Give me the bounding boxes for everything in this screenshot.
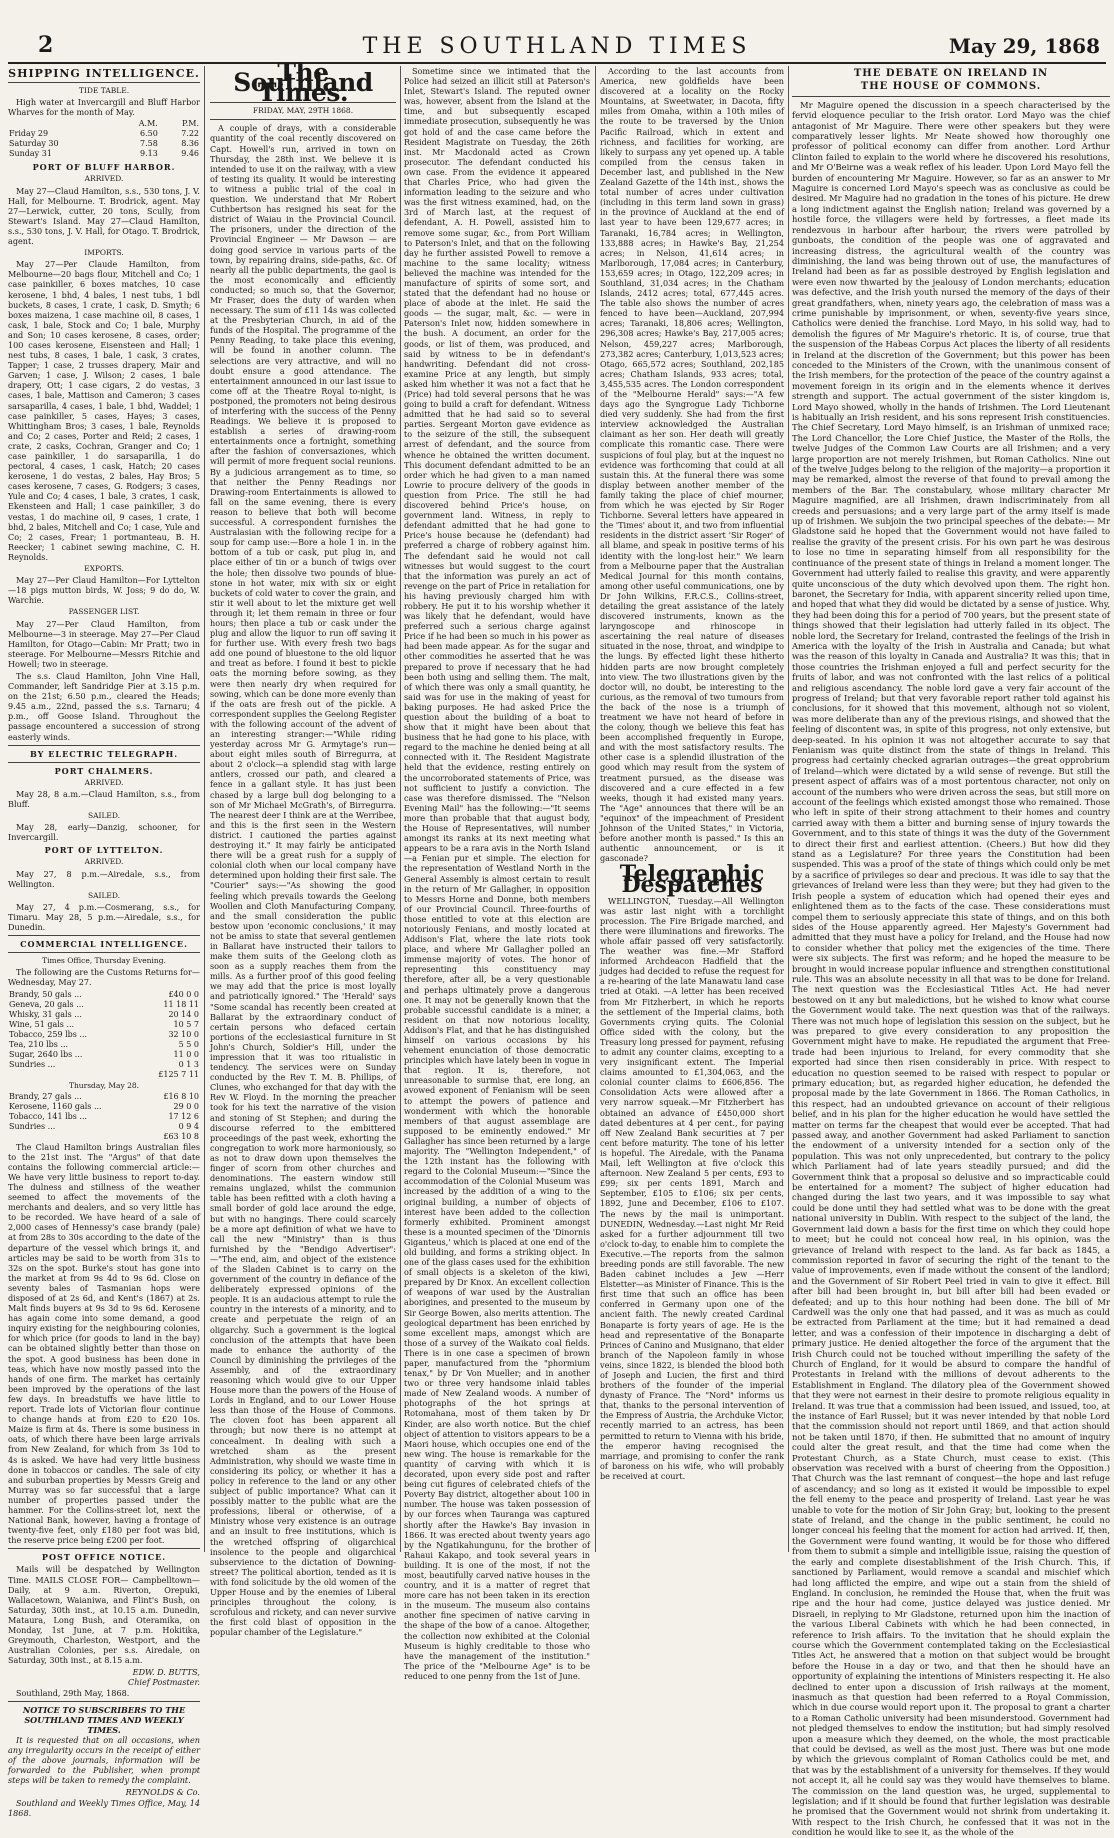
general-news-text: According to the last accounts from America, new goldfields have been discovered at a locality on the Rocky Mountains, at Sweetwater, in Dacota, fifty miles from Omaha, within a 10th miles of the route to be traversed by the Union Pacific Railroad, which in extent and richness, and facilities for working, are likely to surpass any yet opened up. A table compiled from the census taken in December last, and published in the New Zealand Gazette of the 14th inst., shows the total number of acres under cultivation (including in this term land sown in grass) in the province of Auckland at the end of last year to have been 129,677 acres; in Taranaki, 16,784 acres; in Wellington, 133,888 acres; in Hawke's Bay, 21,254 acres; in Nelson, 41,614 acres; in Marlborough, 17,084 acres; in Canterbury, 153,659 acres; in Otago, 122,209 acres; in Southland, 31,034 acres; in the Chatham Islands, 2412 acres; total, 677,445 acres. The table also shows the number of acres fenced to have been—Auckland, 207,994 acres; Taranaki, 18,806 acres; Wellington, 296,308 acres; Hawke's Bay, 217,005 acres; Nelson, 459,227 acres; Marlborough, 273,382 acres; Canterbury, 1,013,523 acres; Otago, 665,572 acres; Southland, 202,185 acres; Chatham Islands, 933 acres; total, 3,455,535 acres. The London correspondent of the "Melbourne Herald" says:—"A few days ago the Syngrogue Lady Tichborne died very suddenly. She had from the first interview acknowledged the Australian claimant as her son. Her death will greatly complicate this romantic case. There were suspicions of foul play, but at the inquest no evidence was forthcoming that could at all sustain this. At the funeral there was some display between another member of the family taking the place of chief mourner, from which he was ejected by Sir Roger Tichborne. Several letters have appeared in the 'Times' about it, and two from influential residents in the district assert 'Sir Roger' of all blame, and speak in positive terms of his identity with the long-lost heir." We learn from a Melbourne paper that the Australian Medical Journal for this month contains, among other useful communications, one by Dr John Wilkins, F.R.C.S., Collins-street, detailing the great assistance of the lately discovered instruments, known as the laryngoscope and rhinoscope in ascertaining the real nature of diseases situated in the nose, throat, and windpipe to the lungs. By effected light these hitherto hidden parts are now brought completely into view. The two illustrations given by the doctor will, no doubt, be interesting to the curious, as the removal of two tumours from the back of the nose is a triumph of treatment we have not heard of before in the colony, though we believe this feat has been accomplished frequently in Europe, and with the most satisfactory results. The other case is a splendid illustration of the good which may result from the system of treatment pursued, as the disease was discovered and a cure effected in a few weeks, though it had existed many years. The "Age" announces that there will be an "equinox" of the impeachment of President Johnson of the United States," in Victoria, before another month is passed." Is this an authentic announcement, or is it gasconade? — [600, 66, 784, 864]
divider — [8, 1548, 200, 1549]
debate-heading-line1: THE DEBATE ON IRELAND IN — [853, 68, 1049, 79]
editorial-dateline: FRIDAY, MAY, 29TH 1868. — [252, 106, 354, 116]
telegraph-heading: BY ELECTRIC TELEGRAPH. — [29, 748, 179, 759]
column-local-news — [404, 66, 590, 1681]
port-chalmers-heading: PORT CHALMERS. — [54, 765, 154, 776]
post-office-date: Southland, 29th May, 1868. — [16, 1687, 130, 1698]
newspaper-title-blackletter: The Southland Times. — [233, 58, 373, 108]
divider — [8, 935, 200, 936]
telegraphic-despatches-heading: Telegraphic Despatches — [619, 861, 765, 898]
table-row: Sunday 31 9.13 9.46 — [9, 149, 199, 159]
column-news-telegraph — [600, 66, 784, 1552]
port-bluff-heading: PORT OF BLUFF HARBOR. — [32, 162, 176, 173]
local-news-text: Sometime since we intimated that the Police had seized an illicit still at Paterson's Inlet, Stewart's Island. The reputed owner was, however, absent from the Island at the time, and but subsequently escaped immediate prosecution, subsequently he was got hold of and the case came before the Resident Magistrate on Tuesday, the 26th inst. Mr Macdonald acted as Crown prosecutor. The defendant conducted his own case. From the evidence it appeared that Charles Price, who had given the information leading to the seizure and who was the first witness examined, had, on the 3rd of March last, at the request of defendant, A. H. Powell, assisted him to remove some sugar, &c., from Port William to Paterson's Inlet, and that on the following day he further assisted Powell to remove a machine to the same locality; witness believed the machine was intended for the manufacture of spirits of some sort, and stated that the defendant had no house or place of abode at the inlet. He said the goods — the sugar, malt, &c. — were in Paterson's Inlet now, hidden somewhere in the bush. A document, an order for the goods, or list of them, was produced, and said by witness to be in defendant's handwriting. Defendant did not cross-examine Price at any length, but simply asked him whether it was not a fact that he (Price) had told several persons that he was going to build a craft for defendant. Witness admitted that he had said so to several parties. Sergeant Morton gave evidence as to the seizure of the still, the subsequent arrest of defendant, and the source from whence he obtained the written document. This document defendant admitted to be an order which he had given to a man named Lowrie to procure delivery of the goods in question from Price. The still he had discovered behind Price's house, on government land. Witness, in reply to defendant admitted that he had gone to Price's house because he (defendant) had preferred a charge of robbery against him. The defendant said he would not call witnesses but would suggest to the court that the information was purely an act of revenge on the part of Price in retaliation for his having previously charged him with robbery. He put it to his worship whether it was likely that he defendant, would have preferred such a serious charge against Price if he had been so much in his power as had been made appear. As for the sugar and other commodities he asserted that he was prepared to prove if necessary that he had been both using and selling them. The malt, of which there was only a small quantity, he said was for use in the making of yeast for baking purposes. He had asked Price the question about the building of a boat to show that it might have been about that business that he had gone to his place, with regard to the machine he denied being at all connected with it. The Resident Magistrate held that the evidence, resting entirely on the uncorroborated statements of Price, was not sufficient to justify a conviction. The case was therefore dismissed. The "Nelson Evening Mail" has the following:—"It seems more than probable that that august body, the House of Representatives, will number amongst its ranks at its next meeting what appears to be a rara avis in the North Island—a Fenian pur et simple. The election for the representation of Westland North in the General Assembly is almost certain to result in the return of Mr Gallagher, in opposition to Messrs Horne and Donne, both members of our Provincial Council. Three-fourths of those entitled to vote at this election are notoriously Fenians, and mostly located at Addison's Flat, where the late riots took place, and where Mr Gallagher polled an immense majority of votes. The honor of representing this constituency may therefore, after all, be a very questionable and perhaps ultimately prove a dangerous one. It may not be generally known that the probable successful candidate is a miner, a resident on that now notorious locality, Addison's Flat, and that he has distinguished himself on various occasions by his vehement enunciation of those democratic principles which have lately been in vogue in that region. It is, therefore, not unreasonable to surmise that, ere long, an avowed exponent of Fenianism will be seen to attempt the powers of patience and wonderment with which the honorable members of that august assemblage are supposed to be eminently endowed." Mr Gallagher has since been returned by a large majority. The "Wellington Independent," of the 12th instant has the following with regard to the Colonial Museum:—"Since the accommodation of the Colonial Museum was increased by the addition of a wing to the original building, a number of objects of interest have been added to the collection formerly exhibited. Prominent amongst these is a mounted specimen of the 'Dinornis Giganteus,' which is placed at one end of the old building, and forms a striking object. In one of the glass cases used for the exhibition of small objects is a skeleton of the kiwi, prepared by Dr Knox. An excellent collection of weapons of war used by the Australian aborigines, and presented to the museum by Sir George Bowen, also merits attention. The geological department has been enriched by some excellent maps, amongst which are those of a survey of the Waikato coal fields. There is in one case a specimen of brown paper, manufactured from the "phormium tenax," by Dr Von Mueller; and in another two or three very handsome inlaid tables made of New Zealand woods. A number of photographs of the hot springs at Rotomahana, most of them taken by Dr Kinder, are also worth notice. But the chief object of attention to visitors appears to be a Maori house, which occupies one end of the new wing. The house is remarkable for the quantity of carving with which it is decorated, upon every side post and rafter being cut figures of celebrated chiefs of the Poverty Bay district, altogether about 100 in number. The house was taken possession of by our forces when Tauranga was captured shortly after the Hawke's Bay invasion in 1866. It was erected about twenty years ago by the Ngatikahungunu, for the brother of Rahaui Kakapo, and took several years in building. It is one of the most, if not the most, beautifully carved native houses in the country, and it is a matter of regret that more care has not been taken in its erection in the museum. The museum also contains another fine specimen of native carving in the shape of the bow of a canoe. Altogether, the collection now exhibited at the Colonial Museum is highly creditable to those who have the management of the institution." The price of the "Melbourne Age" is to be reduced to one penny from the 1st of June. — [404, 66, 590, 1681]
divider — [8, 82, 200, 83]
customs-intro: The following are the Customs Returns for—Wednesday, May 27. — [8, 967, 200, 988]
table-row: Tobacco, 141 lbs ... 17 12 6 — [9, 1111, 199, 1121]
debate-heading-line2: THE HOUSE OF COMMONS. — [860, 81, 1042, 93]
table-row: £125 7 11 — [158, 1069, 199, 1079]
sailed-heading: SAILED. — [87, 890, 121, 900]
thursday-heading: Thursday, May 28. — [68, 1080, 140, 1090]
tide-table — [8, 119, 200, 159]
passenger-text: May 27—Per Claud Hamilton, from Melbourne—3 in steerage. May 27—Per Claud Hamilton, for Otago—Cabin: Mr Pratt; two in steerage. For Melbourne—Messrs Ritchie and Howell; two in steerage. — [8, 618, 200, 669]
imports-heading: IMPORTS. — [84, 248, 124, 258]
subscriber-notice-heading: NOTICE TO SUBSCRIBERS TO THE SOUTHLAND TIMES AND WEEKLY TIMES. — [22, 1704, 186, 1735]
imports-text: May 27—Per Claude Hamilton, from Melbourne—20 bags flour, Mitchell and Co; 1 case painkiller, 6 boxes matches, 10 case kerosene, 1 bhd, 4 bales, 1 nest tubs, 1 bdl buckets, 8 cases, 1 crate, 1 cask, D. Smyth; 6 boxes maizena, 1 case machine oil, 8 cases, 1 cask, 1 bale, Stock and Co; 1 bale, Murphy and Son; 10 cases kerosene, 8 cases, order; 100 cases kerosene, Eisensteen and Hall; 1 nest tubs, 8 cases, 1 bale, 1 cask, 3 crates, Tapper; 1 case, 2 trusses drapery, Mair and Garven; 1 case, J. Wilson; 2 cases, 1 bale drapery, Ott; 1 case cigars, 2 do vestas, 3 cases, 1 bale, Mattison and Cameron; 3 cases sarsaparilla, 4 cases, 1 bale, 1 bhd, Waddel; 1 case painkiller, 5 cases, Hayes; 3 cases, Whittingham Bros; 3 cases, 1 bale, Reynolds and Co; 2 cases, Porter and Reid; 2 cases, 1 crate, 2 casks, Cochran, Granger and Co; 1 case painkiller, 1 do sarsaparilla, 1 do pectoral, 4 cases, 1 cask, Hatch; 20 cases kerosene, 1 do vestas, 2 bales, Hay Bros; 5 cases kerosene, 7 cases, G. Rodgers; 3 cases, Yule and Co; 4 cases, 1 bale, 3 crates, 1 cask, Ekensteen and Hall; 1 case painkiller, 3 do vestas, 1 do machine oil, 9 cases, 1 crate, 1 bhd, 2 bales, Mitchell and Co; 1 case, Yule and Co; 2 cases, Frear; 1 portmanteau, B. H. Reecker; 1 cabinet sewing machine, C. H. Reynolds. — [8, 259, 200, 562]
table-row: Wine, 51 gals ... 10 5 7 — [9, 1019, 199, 1029]
postmaster-name: EDW. D. BUTTS, — [132, 1667, 200, 1678]
table-row: Friday 29 6.50 7.22 — [9, 129, 199, 139]
subscriber-notice-text: It is requested that on all occasions, when any irregularity occurs in the receipt of either of the above journals, information will be forwarded to the Publisher, when prompt steps will be taken to remedy the complaint. — [8, 1734, 200, 1786]
arrived-heading: ARRIVED. — [84, 857, 124, 867]
arrived-text: May 27—Claud Hamilton, s.s., 530 tons, J. V. Hall, for Melbourne. T. Brodrick, agent. May 27—Lerwick, cutter, 20 tons, Scully, from Stewart's Island. May 27—Claud Hamilton, s.s., 530 tons, J. V. Hall, for Otago. T. Brodrick, agent. — [8, 185, 200, 247]
column-rule — [595, 66, 596, 1552]
divider — [8, 952, 200, 953]
sailed-heading: SAILED. — [87, 811, 121, 821]
pl-arrived-text: May 27, 8 p.m.—Airedale, s.s., from Wellington. — [8, 868, 200, 889]
table-row: Brandy, 50 gals ... £40 0 0 — [9, 989, 199, 999]
table-row: Geneva, 20 gals ... 11 18 11 — [9, 999, 199, 1009]
publisher-office: Southland and Weekly Times Office, May, 14 1868. — [8, 1797, 200, 1818]
divider — [210, 119, 396, 120]
table-row: Sundries ... 0 9 4 — [9, 1121, 199, 1131]
column-debate — [792, 66, 1111, 1838]
customs-table — [8, 990, 200, 1080]
column-rule — [788, 66, 789, 1552]
page-header — [8, 30, 1106, 64]
commercial-heading: COMMERCIAL INTELLIGENCE. — [20, 939, 188, 950]
pc-arrived-text: May 28, 8 a.m.—Claud Hamilton, s.s., from Bluff. — [8, 788, 200, 809]
steamer-report: The s.s. Claud Hamilton, John Vine Hall, Commander, left Sandridge Pier at 3.15 p.m. on the 21st; 6.50 p.m., cleared the Heads; 9.45 a.m., 22nd, passed the s.s. Tarnaru; 4 p.m., off Goose Island. Throughout the passage encountered a succession of strong easterly winds. — [8, 670, 200, 742]
divider — [792, 96, 1110, 97]
publisher-signature: REYNOLDS & Co. — [125, 1787, 200, 1798]
pl-sailed-text: May 27, 4 p.m.—Cosmerang, s.s., for Timaru. May 28, 5 p.m.—Airedale, s.s., for Dunedin. — [8, 901, 200, 933]
local-news-text: A couple of drays, with a considerable quantity of the coal recently discovered on Capt. Howell's run, arrived in town on Thursday, the 28th inst. We believe it is intended to use it on the railway, with a view of testing its quality. It would be interesting to witness a public trial of the coal in question. We understand that Mr Robert Cuthbertson has resigned his seat for the district of Waiau in the Provincial Council. The prisoners, under the direction of the Provincial Engineer — Mr Dawson — are doing good service in various parts of the town, by repairing drains, side-paths, &c. Of nearly all the public departments, the gaol is the most economically and efficiently conducted; so much so, that the Governor, Mr Fraser, does the duty of warden when necessary. The sum of £11 14s was collected at the Presbyterian Church, in aid of the funds of the Hospital. The programme of the Penny Reading, to take place this evening, will be found in another column. The selections are very attractive, and will no doubt ensure a good attendance. The entertainment announced in our last issue to come off at the Theatre Royal to-night, is postponed, the promoters not being desirous of interfering with the success of the Penny Readings. We believe it is proposed to establish a series of drawing-room entertainments once a fortnight, something after the fashion of conversaziones, which will permit of more frequent social reunions. By a judicious arrangement as to time, so that neither the Penny Readings nor Drawing-room Entertainments is allowed to fall on the same evening, there is every reason to believe that both will become successful. A correspondent furnishes the Australasian with the following recipe for a soup for camp use:—Bore a hole 1 in. in the bottom of a tub or cask, put plug in, and place either of tin or a bunch of twigs over the hole; then dissolve two pounds of blue-stone in hot water, mix with six or eight buckets of cold water to cover the grain, and stir it well about to let the mixture get well through it; let them remain in three or four hours; then place a tub or cask under the plug and allow the liquor to run off saving it for further use. With every fresh two bags add one pound of bluestone to the old liquor and treat as before. I found it best to pickle oats the morning before sowing, as they were then nearly dry when required for sowing, which can be done more evenly than if the oats are fresh out of the pickle. A correspondent supplies the Geelong Register with the following account of the advent of an interesting stranger:—"While riding yesterday across Mr G. Armytage's run—about eight miles south of Birregurra, at about 2 o'clock—a splendid stag with large antlers, crossed our path, and cleared a fence in a gallant style. It has just been chased by a large bull dog belonging to a son of Mr Michael McGrath's, of Birregurra. The nearest deer I think are at the Werribee, and this is the first seen in the Western district. I cautioned the parties against destroying it." It may fairly be anticipated there will be a great rush for a supply of colonial cloth when our local company have determined upon holding their first sale. The "Courier" says:—"As showing the good feeling which prevails towards the Geelong Woollen and Cloth Manufacturing Company, and the small consideration the public bestow upon 'economic conclusions,' it may not be amiss to state that several gentlemen in Ballarat have instructed their tailors to make them suits of the Geelong cloth as soon as a supply reaches them from the mills. As a further proof of this good feeling we may add that the price is most loyally and patriotically ignored." The 'Herald' says "Some scandal has recently been created at Ballarat by the extraordinary conduct of certain persons who defaced certain portions of the ecclesiastical furniture in St John's Church, Soldier's Hill, under the impression that it was too ritualistic in tendency. The services were on Sunday conducted by the Rev T. M. B. Phillips, of Clunes, who exchanged for that day with the Rev W. Floyd. In the morning the preacher took for his text the narrative of the vision and stoning of St Stephen; and during the discourse referred to the embittered proceedings of the past week, exhorting the congregation to work more harmoniously, so as not to draw down upon themselves the finger of scorn from other churches and denominations. The eastern window still remains unglazed, whilst the communion table has been refitted with a cloth having a small border of gold lace around the edge, but with no hangings. There could scarcely be a more apt definition of what we have to call the new "Ministry" than is thus furnished by the "Bendigo Advertiser":—"The end, aim, and object of the existence of the Sladen Cabinet is to carry on the government of the country in defiance of the deliberately expressed opinions of the people. It is an audacious attempt to rule the country in the interests of a minority, and to create and perpetuate the reign of an oligarchy. Such a government is the logical conclusion of the attempts that have been made to enhance the authority of the Council by diminishing the privileges of the Assembly, and of the extraordinary reasoning which would give to our Upper House more than the powers of the House of Lords in England, and to our Lower House less than those of the House of Commons. The cloven foot has been apparent all through; but now there is no attempt at concealment. In dealing with such a wretched sham as the present Administration, why should we waste time in considering its policy, or whether it has a policy in reference to the land or any other subject of public importance? What can it possibly matter to the public what are the professions, liberal or otherwise, of a Ministry whose very existence is an outrage and an insult to free institutions, which is the wretched offspring of oligarchical insolence to the people and oligarchical subservience to the dictation of Downing-street? The political abortion, tended as it is with fond solicitude by the old women of the Upper House and by the enemies of Liberal principles throughout the colony, is scrofulous and rickety, and can never survive the first cold blast of opposition in the popular chamber of the Legislature." — [210, 123, 396, 1638]
exports-heading: EXPORTS. — [84, 564, 124, 574]
arrived-heading: ARRIVED. — [84, 777, 124, 787]
column-editorial — [210, 58, 396, 1638]
divider — [8, 1701, 200, 1702]
divider — [8, 745, 200, 746]
post-office-heading: POST OFFICE NOTICE. — [41, 1552, 167, 1563]
exports-text: May 27—Per Claud Hamilton—For Lyttelton—18 pigs mutton birds, W. Joss; 9 do do, W. Warchie. — [8, 575, 200, 606]
arrived-heading: ARRIVED. — [84, 174, 124, 184]
commercial-article: The Claud Hamilton brings Australian files to the 21st inst. The "Argus" of that date contains the following commercial article:—We have very little business to report to-day. The dulness and stillness of the weather seemed to affect the movements of the merchants and dealers, and so very little has to be recorded. We have heard of a sale of 2,000 cases of Hennessy's case brandy (pale) at from 28s to 30s according to the date of the departure of the vessel which brings it, and articles may be said to be worth from 31s to 32s on the spot. Burke's stout has gone into the market at from 9s 4d to 9s 6d. Close on seventy bales of Tasmanian hops were disposed of at 2s 6d, and Kent's (1867) at 2s. Malt finds buyers at 9s 3d to 9s 6d. Kerosene has again come into some demand, a good inquiry existing for the neighbouring colonies, for which price (for goods to land in the bay) can be obtained slightly better than those on the spot. A good business has been done in teas, which have now mostly passed into the hands of one firm. The market has certainly been improved by the operations of the last few days. In breadstuffs we have little to report. Trade lots of Victorian flour continue to change hands at from £20 to £20 10s. Maize is firm at 4s. There is some business in oats, of which there have been large arrivals from New Zealand, for which from 3s 10d to 4s is asked. We have had very little business done in tobaccos or candles. The sale of city and suburban properties by Messrs Greig and Murray was so far successful that a large number of properties passed under the hammer. For the Collins-street lot, next the National Bank, however, having a frontage of twenty-five feet, only £180 per foot was bid, the reserve price being £200 per foot. — [8, 1141, 200, 1546]
telegraph-text: WELLINGTON, Tuesday.—All Wellington was astir last night with a torchlight procession. The Fire Brigade marched, and there were illuminations and fireworks. The whole affair passed off very satisfactorily. The weather was fine.—Mr Stafford informed Archdeacon Hadfield that the judges had decided to refuse the request for a re-hearing of the late Manawatu land case tried at Otaki. —A letter has been received from Mr Fitzherbert, in which he reports the settlement of the Imperial claims, both Governments crying quits. The Colonial Office sided with the colony, but the Treasury long pressed for payment, refusing to admit any counter claims, excepting to a very insignificant extent. The Imperial claims amounted to £1,304,063, and the colonial counter claims to £606,856. The Consolidation Acts were allowed after a very narrow squeak.—Mr Fitzherbert has obtained an advance of £450,000 short dated debentures at 4 per cent., for paying off New Zealand Bank securities at 7 per cent before maturity. The tone of his letter is hopeful. The Airedale, with the Panama Mail, left Wellington at five o'clock this afternoon. New Zealand 5 per cents, £93 to £99; six per cents 1891, March and September, £105 to £106; six per cents, 1892, June and December, £106 to £107. The news by the mail is unimportant. DUNEDIN, Wednesday.—Last night Mr Reid asked for a further adjournment till two o'clock to-day, to enable him to complete the Executive.—The reports from the salmon breeding ponds are still favorable. The new Baden cabinet includes a Jew —Herr Elstetter—as Minister of Finance. This is the first time that such an office has been conferred in Germany upon one of the ancient faith. The newly created Cardinal Bonaparte is forty years of age. He is the head and representative of the Bonaparte Princes of Canino and Musignano, that elder branch of the Napoleon family in whose veins, since 1822, is blended the blood both of Joseph and Lucien, the first and third brothers of the founder of the imperial dynasty of France. The "Nord" informs us that, thanks to the personal intervention of the Empress of Austria, the Archduke Victor, recently married to an actress, has been permitted to return to Vienna with his bride, the emperor having recognised the marriage, and promising to confer the rank of baroness on his wife, who will probably be received at court. — [600, 895, 784, 1481]
issue-date: May 29, 1868 — [948, 34, 1100, 58]
table-row: Brandy, 27 gals ... £16 8 10 — [9, 1091, 199, 1101]
tide-heading: TIDE TABLE. — [78, 86, 130, 96]
masthead-title: THE SOUTHLAND TIMES — [362, 34, 752, 59]
page-number: 2 — [38, 32, 54, 58]
table-row: Sundries ... 0 1 3 — [9, 1059, 199, 1069]
postmaster-title: Chief Postmaster. — [128, 1677, 200, 1688]
customs-table-thursday — [8, 1092, 200, 1142]
table-row: Tobacco, 259 lbs ... 32 10 0 — [9, 1029, 199, 1039]
times-office: Times Office, Thursday Evening. — [42, 956, 166, 966]
debate-text: Mr Maguire opened the discussion in a speech characterised by the fervid eloquence peculiar to the Irish orator. Lord Mayo was the chief antagonist of Mr Maguire. There were other speakers but they were comparatively lesser lights. Mr Neate showed how thoroughly one professor of political economy can differ from another. Lord Arthur Clinton failed to explain to the world where he discovered his resolutions, and Mr O'Beirne was a weak reflex of his leader. Upon Lord Mayo fell the burden of encountering Mr Maguire. However, so far as an answer to Mr Maguire is concerned Lord Mayo's speech was as conclusive as could be desired. Mr Maguire had no gradation in the tones of his picture. He drew a long indictment against the English nation; Ireland was governed by a hostile force, the villagers were held by fortresses, a fleet made its rendezvous in harbour after harbour, the rivers were patrolled by gunboats, the condition of the people was one of aggravated and increasing distress, the agricultural wealth of the country was diminishing, the land was being thrown out of use, the manufactures of Ireland had been as far as possible destroyed by English legislation and were even now thwarted by the jealousy of London merchants; education was defective, and the Irish youth nursed the memory of the days of their great grandfathers, when, ninety years ago, the celebration of mass was a crime punishable by imprisonment, or when, seventy-five years since, Catholics were denied the franchise. Lord Mayo, in his solid way, had to demolish the figures of Mr Maguire's rhetoric. It is, of course, true that the suspension of the Habeas Corpus Act places the liberty of all residents in Ireland at the discretion of the Government; but this power has been conceded to the Ministers of the Crown, with the unanimous consent of the Irish members, for the protection of the peace of the country against a movement foreign in its origin and in the elements whence it derives strength and support. The actual government of the sister kingdom is, Lord Mayo showed, wholly in the hands of Irishmen. The Lord Lieutenant is habitually an Irish resident, and his sons represent Irish constituencies. The Chief Secretary, Lord Mayo himself, is an Irishman of unmixed race; The Lord Chancellor, the Lore Chief Justice, the Master of the Rolls, the twelve Judges of the Common Law Courts are all Irishmen; and a very large proportion are not merely Irishmen, but Roman Catholics. Nine out of the twelve Judges belong to the religion of the majority—a proportion it may be remarked, almost the reverse of that found to prevail among the members of the Bar. The constabulary, whose military character Mr Maguire magnified, are all Irishmen, drawn indiscriminately from all creeds and persuasions; and a very large part of the army itself is made up of Irishmen. We subjoin the two principal speeches of the debate:— Mr Gladstone said he hoped that the Government would not have failed to realise the gravity of the present crisis. For his own part he was desirous to lose no time in separating himself from all responsibility for the continuance of the present state of things in Ireland a moment longer. The Government had utterly failed to realise this gravity, and were apparently quite unconscious of the duty which devolved upon them. The right hon. baronet, the Secretary for India, with apparent sincerity relied upon time, and hoped that what they did would be dictated by a sense of justice. Why, they had been doing this for a period of 700 years, but the present state of things showed that their legislation had utterly failed in its object. The noble lord, the Secretary for Ireland, contrasted the feelings of the Irish in America with the loyalty of the Irish in Australia and Canada; but what was the reason of this loyalty in Canada and Australia? It was this; that in those countries the Irishman enjoyed a full and perfect security for the fruits of labor, and was not confronted with the last relics of a political and religious ascendancy. The noble lord gave a very fair account of the progress of Ireland; but that very favorable report rather told against his conclusions, for it showed that this movement, although not so violent, was more deliberate than any of the previous risings, and showed that the feeling of discontent was, in spite of this progress, not only extensive, but deep-seated. In his opinion it was not altogether accurate to say that Fenianism was quite distinct from the state of things in Ireland. This progress had certainly checked agrarian outrages—the great opprobrium of Ireland—which were dictated by a wild sense of revenge. But still the present aspect of affairs was of a most portentous character, not only on account of the numbers who were driven across the seas, but still more on account of the feelings which existed amongst those who remained. Those who left in spite of their strong attachment to their homes and country carried away with them a bitter and burning sense of injury towards the Government, and to this state of things it was the duty of the Government to direct their first and earliest attention. (Cheers.) But how did they stand as a Legislature? For three years the Constitution had been suspended. This was a proof of the state of things which could only be met by a sacrifice of privileges so dear and precious. It was idle to say that the grievances of Ireland were less than they were; but they had given to the Irish people a system of education which had opened their eyes and enlightened them as to the facts of the case. These considerations must compel them to seriously appreciate this state of things, and on this both sides of the House apparently agreed. Her Majesty's Government had admitted that they must have a policy for Ireland, and the House had now to consider whether that policy met the exigencies of the time. There were six subjects. The first was reform; and he hoped the measure to be brought in would increase popular influence and strengthen constitutional rule. This was an absolute necessity in all that was to be done for Ireland. The next question was the Ecclesiastical Titles Act. He had never bestowed on it any but maledictions, but he wished to know what course the Government would take. The next question was that of the railways. There was not much hope of legislation this session on the subject, but he was prepared to give every consideration to any proposition the Government might have to make. He repudiated the argument that Free-trade had been injurious to Ireland, for every commodity that she exported had since then risen considerably in price. With respect to education no question seemed to be raised with respect to popular or primary education; but, as regarded higher education, he defended the proposal made by the late Government in 1866. The Roman Catholics, in this respect, had an undoubted grievance on account of their religious belief, and in his plan for the higher education he would have settled the matter on terms far the cheapest that would ever be accepted. That had passed away, and another Government had asked Parliament to sanction the endowment of a university intended for a section only of the population. This was not only unprecedented, but contrary to the policy which Parliament had of late years steadily pursued; and did the Government think that a proposal so delusive and so impracticable could be entertained for a moment? The subject of higher education had changed during the last two years, and it was impossible to say what could be done until they had settled what was to be done with the great national university in Dublin. With respect to the subject of the land, the Government laid down a basis for the first time on which they could hope to meet; but he could not conceal how real, in his opinion, was the grievance of Ireland with respect to the land. As far back as 1845, a commission reported in favor of securing the right of the tenant to the value of improvements, even if made without the consent of the landlord; and the Government of Sir Robert Peel tried in vain to give it effect. Bill after bill had been brought in, but bill after bill had been evaded or defeated; and up to this hour nothing had been done. The bill of Mr Cardwell was the only one that had passed, and it was as much as could be extracted from Parliament at the time; but it had remained a dead letter, and was a confession of their impotence in discharging a debt of primary justice. He denied altogether the force of the argument that the Irish Church could not be touched without imperilling the safety of the Church of England, for it would be absurd to compare the handful of Protestants in Ireland with the millions of devout adherents to the Establishment in England. The dilatory plea of the Government showed that they were not earnest in their desire to promote religious equality in Ireland. It was true that a commission had been issued, and issued, too, at the instance of Earl Russel; but it was never intended by that noble Lord that the commission should not report until 1869, and that action should not be taken until 1870, if then. He submitted that no amount of inquiry could alter the great result, and that the time had come when the Protestant Church, as a State Church, must cease to exist. (This observation was received with a burst of cheering from the Opposition.) That Church was the last remnant of conquest—the hope and last refuge of ascendancy; and so long as it existed it would be impossible to expel the fell enemy to the peace and prosperity of Ireland. Last year he was unable to vote for the motion of Sir John Gray; but, looking to the present state of Ireland, and the change in the public sentiment, he could no longer conceal his feeling that the moment for action had arrived. If, then, the Government were found wanting, it would be for those who differed from them to submit a simple and intelligible issue, raising the question of the early and complete disestablishment of the Irish Church. This, if sanctioned by Parliament, would remove a scandal and mischief which had long afflicted the empire, and wipe out a stain from the shield of England. In conclusion, he reminded the House that, when the fruit was ripe and the hour had come, justice delayed was justice denied. Mr Disraeli, in replying to Mr Gladstone, returned upon him the inaction of the various Liberal Cabinets with which he had been connected, in reference to Irish affairs. To the invitation that he should explain the course which the Government contemplated taking on the Ecclesiastical Titles Act, he answered that a motion on that subject would be brought before the House in a day or two, and that then he should have an opportunity of explaining the intentions of Ministers respecting it. He also declined to enter upon a discussion of Irish railways at the moment, inasmuch as that question had been referred to a Royal Commission, which in due course would report upon it. The proposal to grant a charter to a Roman Catholic university had been misunderstood. Government had not pledged themselves to endow the institution; but had simply resolved upon a measure which they deemed, on the whole, the most practicable that could be devised, as well as the most just. There was but one mode by which the grievous complaint of Roman Catholics could be met, and that was by the establishment of a university for themselves. If they would not accept it, all he could say was they would have themselves to blame. The commission on the land question was, he urged, supplemental to legislation; and if it should be found that further legislation was desirable he promised that the Government would not shrink from undertaking it. With respect to the Irish Church, he confessed that it was not in the condition he would like to see it, as the whole of the — [792, 99, 1111, 1838]
passenger-heading: PASSENGER LIST. — [68, 607, 140, 617]
table-row: Tea, 210 lbs ... 5 5 0 — [9, 1039, 199, 1049]
shipping-heading: SHIPPING INTELLIGENCE. — [8, 67, 200, 80]
column-rule — [400, 66, 401, 1552]
table-row: Kerosene, 1160 gals ... 29 0 0 — [9, 1101, 199, 1111]
port-lyttelton-heading: PORT OF LYTTELTON. — [44, 845, 164, 856]
post-office-text: Mails will be despatched by Wellington Time. MAILS CLOSE FOR— Campbelltown—Daily, at 9 a.m. Riverton, Orepuki, Wallacetown, Waianiwa, and Flint's Bush, on Saturday, 30th inst., at 10.15 a.m. Dunedin, Mataura, Long Bush, and Oteramika, on Monday, 1st June, at 7 p.m. Hokitika, Greymouth, Charleston, Westport, and the Australian Colonies, per s.s. Airedale, on Saturday, 30th inst., at 8.15 a.m. — [8, 1564, 200, 1666]
column-rule — [204, 66, 205, 1552]
divider — [8, 762, 200, 763]
table-row: Sugar, 2640 lbs ... 11 0 0 — [9, 1049, 199, 1059]
table-row: Whisky, 31 gals ... 20 14 0 — [9, 1009, 199, 1019]
tide-intro: High water at Invercargill and Bluff Harbor Wharves for the month of May. — [8, 97, 200, 118]
table-row: A.M. P.M. — [138, 119, 199, 129]
pc-sailed-text: May 28, early—Danzig, schooner, for Invercargill. — [8, 822, 200, 843]
column-shipping — [8, 66, 200, 1818]
table-row: £63 10 8 — [163, 1131, 199, 1141]
table-row: Saturday 30 7.58 8.36 — [9, 139, 199, 149]
